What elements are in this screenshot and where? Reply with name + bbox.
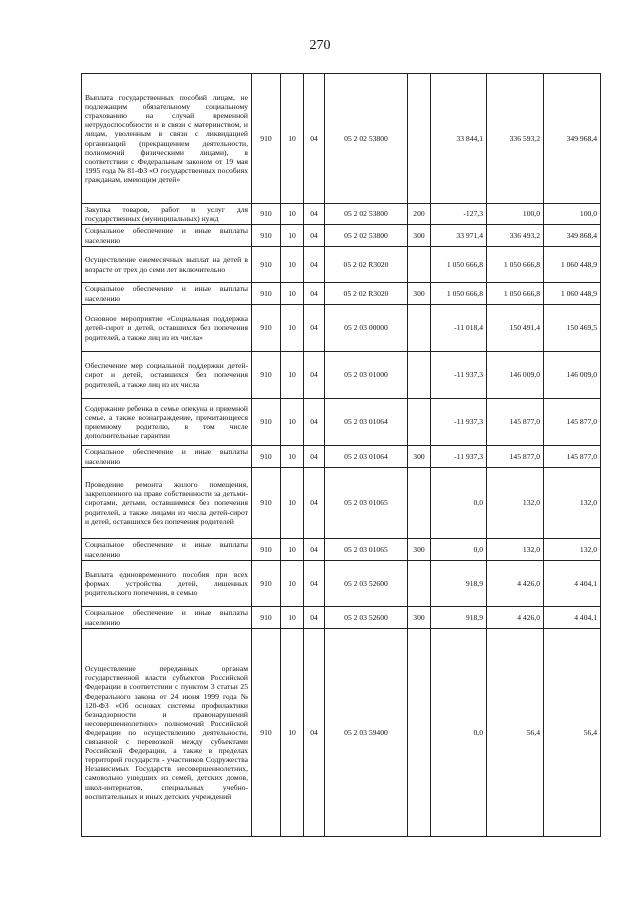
row-name: Выплата единовременного пособия при всех формах устройства детей, лишенных родительского попечения, в семью	[82, 561, 252, 607]
table-row	[82, 305, 601, 352]
row-name: Выплата государственных пособий лицам, не подлежащим обязательному социальному страхованию на случай временной нетрудоспособности и в связи с материнством, и лицам, уволенным в связи с ликвидацией организаций (прекращением деятельности, полномочий физическими лицами), в соответствии с Федеральным законом от 19 мая 1995 года № 81-ФЗ «О государственных пособиях гражданам, имеющим детей»	[82, 74, 252, 204]
amount-3: 132,0	[544, 539, 601, 561]
amount-3: 132,0	[544, 468, 601, 539]
amount-1: -11 937,3	[431, 399, 487, 446]
target-article-code: 05 2 03 01064	[325, 446, 408, 468]
subsection-code: 04	[304, 468, 325, 539]
grbs-code: 910	[252, 607, 281, 629]
subsection-code: 04	[304, 247, 325, 283]
target-article-code: 05 2 03 01065	[325, 468, 408, 539]
subsection-code: 04	[304, 74, 325, 204]
target-article-code: 05 2 03 01065	[325, 539, 408, 561]
table-row	[82, 446, 601, 468]
row-name: Социальное обеспечение и иные выплаты населению	[82, 283, 252, 305]
subsection-code: 04	[304, 607, 325, 629]
amount-3: 1 060 448,9	[544, 247, 601, 283]
subsection-code: 04	[304, 225, 325, 247]
target-article-code: 05 2 02 R3020	[325, 283, 408, 305]
amount-1: -11 937,3	[431, 352, 487, 399]
subsection-code: 04	[304, 352, 325, 399]
section-code: 10	[281, 629, 304, 837]
grbs-code: 910	[252, 399, 281, 446]
table-row	[82, 561, 601, 607]
amount-3: 146 009,0	[544, 352, 601, 399]
subsection-code: 04	[304, 446, 325, 468]
grbs-code: 910	[252, 247, 281, 283]
row-name: Социальное обеспечение и иные выплаты населению	[82, 225, 252, 247]
amount-2: 336 493,2	[487, 225, 544, 247]
section-code: 10	[281, 468, 304, 539]
expense-type-code	[408, 629, 431, 837]
expense-type-code: 300	[408, 539, 431, 561]
amount-1: 1 050 666,8	[431, 283, 487, 305]
target-article-code: 05 2 03 00000	[325, 305, 408, 352]
amount-2: 145 877,0	[487, 446, 544, 468]
grbs-code: 910	[252, 305, 281, 352]
subsection-code: 04	[304, 629, 325, 837]
table-row	[82, 247, 601, 283]
amount-1: 0,0	[431, 539, 487, 561]
grbs-code: 910	[252, 629, 281, 837]
section-code: 10	[281, 607, 304, 629]
amount-1: 33 971,4	[431, 225, 487, 247]
subsection-code: 04	[304, 204, 325, 225]
section-code: 10	[281, 446, 304, 468]
table-row	[82, 468, 601, 539]
amount-2: 100,0	[487, 204, 544, 225]
expense-type-code	[408, 74, 431, 204]
subsection-code: 04	[304, 539, 325, 561]
grbs-code: 910	[252, 468, 281, 539]
expense-type-code	[408, 561, 431, 607]
amount-1: 918,9	[431, 607, 487, 629]
grbs-code: 910	[252, 74, 281, 204]
subsection-code: 04	[304, 283, 325, 305]
target-article-code: 05 2 03 52600	[325, 607, 408, 629]
section-code: 10	[281, 539, 304, 561]
target-article-code: 05 2 02 R3020	[325, 247, 408, 283]
table-row	[82, 629, 601, 837]
subsection-code: 04	[304, 305, 325, 352]
amount-2: 56,4	[487, 629, 544, 837]
expense-type-code	[408, 247, 431, 283]
amount-3: 4 404,1	[544, 561, 601, 607]
section-code: 10	[281, 283, 304, 305]
page-number: 270	[309, 38, 331, 53]
subsection-code: 04	[304, 399, 325, 446]
amount-1: 0,0	[431, 468, 487, 539]
row-name: Проведение ремонта жилого помещения, закрепленного на праве собственности за детьми-сиротами, детьми, оставшимися без попечения родителей, а также лицами из числа детей-сирот и детей, оставшихся без попечения родителей	[82, 468, 252, 539]
amount-2: 1 050 666,8	[487, 283, 544, 305]
expense-type-code: 300	[408, 446, 431, 468]
row-name: Осуществление переданных органам государственной власти субъектов Российской Федерации в соответствии с пунктом 3 статьи 25 Федерального закона от 24 июня 1999 года № 120-ФЗ «Об основах системы профилактики безнадзорности и правонарушений несовершеннолетних» полномочий Российской Федерации по осуществлению деятельности, связанной с перевозкой между субъектами Российской Федерации, а также в пределах территорий государств - участников Содружества Независимых Государств несовершеннолетних, самовольно ушедших из семей, детских домов, школ-интернатов, специальных учебно-воспитательных и иных детских учреждений	[82, 629, 252, 837]
amount-1: -11 937,3	[431, 446, 487, 468]
section-code: 10	[281, 74, 304, 204]
amount-3: 145 877,0	[544, 446, 601, 468]
expense-type-code	[408, 468, 431, 539]
subsection-code: 04	[304, 561, 325, 607]
amount-3: 145 877,0	[544, 399, 601, 446]
expense-type-code: 300	[408, 225, 431, 247]
expense-type-code: 200	[408, 204, 431, 225]
grbs-code: 910	[252, 225, 281, 247]
table-row	[82, 204, 601, 225]
amount-2: 150 491,4	[487, 305, 544, 352]
amount-2: 145 877,0	[487, 399, 544, 446]
row-name: Социальное обеспечение и иные выплаты населению	[82, 446, 252, 468]
row-name: Закупка товаров, работ и услуг для государственных (муниципальных) нужд	[82, 204, 252, 225]
table-row	[82, 283, 601, 305]
amount-2: 132,0	[487, 539, 544, 561]
amount-2: 336 593,2	[487, 74, 544, 204]
target-article-code: 05 2 03 59400	[325, 629, 408, 837]
section-code: 10	[281, 352, 304, 399]
grbs-code: 910	[252, 539, 281, 561]
amount-3: 349 968,4	[544, 74, 601, 204]
amount-1: 33 844,1	[431, 74, 487, 204]
grbs-code: 910	[252, 283, 281, 305]
target-article-code: 05 2 03 01000	[325, 352, 408, 399]
amount-1: 1 050 666,8	[431, 247, 487, 283]
amount-3: 150 469,5	[544, 305, 601, 352]
amount-3: 4 404,1	[544, 607, 601, 629]
section-code: 10	[281, 305, 304, 352]
budget-table	[81, 73, 601, 837]
row-name: Основное мероприятие «Социальная поддержка детей-сирот и детей, оставшихся без попечения родителей, а также лиц из их числа»	[82, 305, 252, 352]
amount-2: 4 426,0	[487, 607, 544, 629]
row-name: Содержание ребенка в семье опекуна и приемной семье, а также вознаграждение, причитающееся приемному родителю, в том числе дополнительные гарантии	[82, 399, 252, 446]
amount-1: -11 018,4	[431, 305, 487, 352]
amount-1: 0,0	[431, 629, 487, 837]
target-article-code: 05 2 02 53800	[325, 74, 408, 204]
target-article-code: 05 2 02 53800	[325, 204, 408, 225]
target-article-code: 05 2 03 52600	[325, 561, 408, 607]
table-row	[82, 74, 601, 204]
expense-type-code: 300	[408, 607, 431, 629]
grbs-code: 910	[252, 561, 281, 607]
expense-type-code: 300	[408, 283, 431, 305]
expense-type-code	[408, 305, 431, 352]
grbs-code: 910	[252, 446, 281, 468]
table-row	[82, 225, 601, 247]
table-row	[82, 607, 601, 629]
row-name: Обеспечение мер социальной поддержки детей-сирот и детей, оставшихся без попечения родителей, а также лиц из их числа	[82, 352, 252, 399]
amount-1: -127,3	[431, 204, 487, 225]
section-code: 10	[281, 561, 304, 607]
table-row	[82, 352, 601, 399]
amount-1: 918,9	[431, 561, 487, 607]
expense-type-code	[408, 352, 431, 399]
grbs-code: 910	[252, 204, 281, 225]
target-article-code: 05 2 03 01064	[325, 399, 408, 446]
amount-2: 132,0	[487, 468, 544, 539]
row-name: Осуществление ежемесячных выплат на детей в возрасте от трех до семи лет включительно	[82, 247, 252, 283]
amount-3: 349 868,4	[544, 225, 601, 247]
section-code: 10	[281, 204, 304, 225]
amount-2: 4 426,0	[487, 561, 544, 607]
section-code: 10	[281, 399, 304, 446]
table-row	[82, 539, 601, 561]
grbs-code: 910	[252, 352, 281, 399]
section-code: 10	[281, 247, 304, 283]
amount-3: 100,0	[544, 204, 601, 225]
amount-3: 1 060 448,9	[544, 283, 601, 305]
expense-type-code	[408, 399, 431, 446]
amount-3: 56,4	[544, 629, 601, 837]
target-article-code: 05 2 02 53800	[325, 225, 408, 247]
table-row	[82, 399, 601, 446]
budget-table-body	[82, 74, 601, 837]
section-code: 10	[281, 225, 304, 247]
row-name: Социальное обеспечение и иные выплаты населению	[82, 607, 252, 629]
amount-2: 146 009,0	[487, 352, 544, 399]
row-name: Социальное обеспечение и иные выплаты населению	[82, 539, 252, 561]
amount-2: 1 050 666,8	[487, 247, 544, 283]
